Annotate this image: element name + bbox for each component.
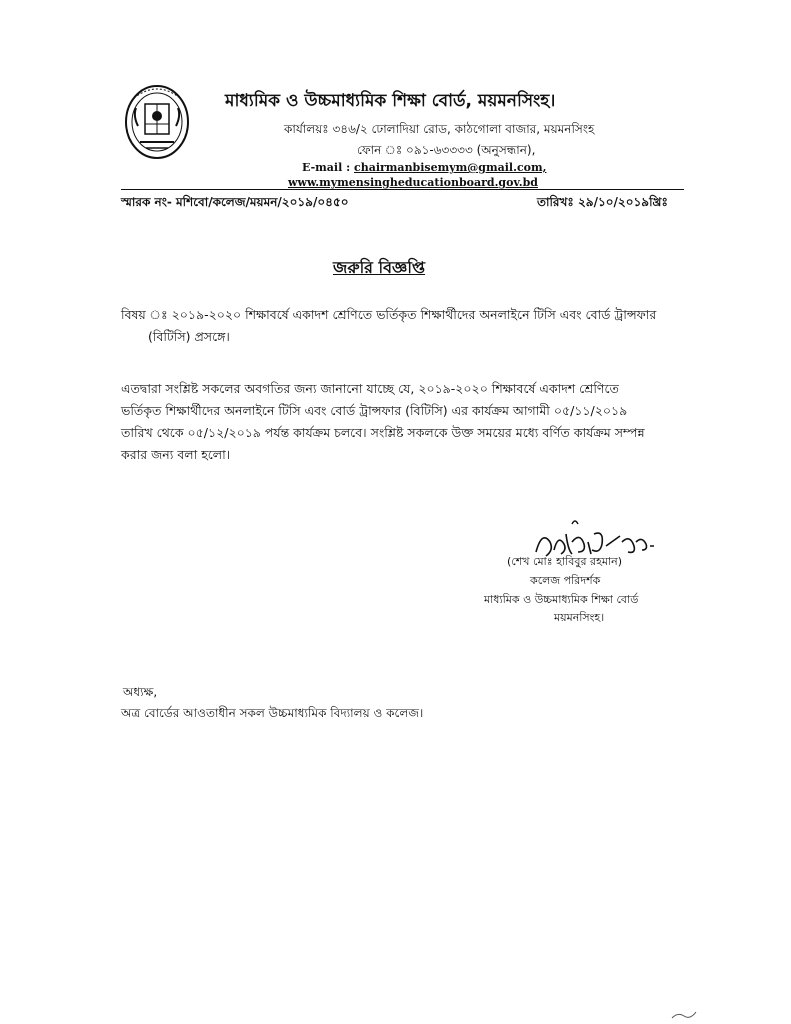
website-link[interactable]: www.mymensingheducationboard.gov.bd [288, 176, 538, 189]
subject-line: বিষয় ঃ ২০১৯-২০২০ শিক্ষাবর্ষে একাদশ শ্রেণিতে ভর্তিকৃত শিক্ষার্থীদের অনলাইনে টিসি এবং বোর্ড ট্রান্সফার [121, 307, 657, 322]
subject-line: (বিটিসি) প্রসঙ্গে। [148, 329, 230, 344]
header-divider [121, 189, 684, 190]
email-line [302, 161, 791, 174]
signatory-name: (শেখ মোঃ হাবিবুর রহমান) [507, 555, 622, 568]
signatory-designation: কলেজ পরিদর্শক [530, 574, 601, 587]
signatory-organization: মাধ্যমিক ও উচ্চমাধ্যমিক শিক্ষা বোর্ড [484, 593, 639, 606]
notice-body [121, 378, 681, 466]
recipient-text: অত্র বোর্ডের আওতাধীন সকল উচ্চমাধ্যমিক বিদ্যালয় ও কলেজ। [121, 706, 424, 720]
memo-number: স্মারক নং- মশিবো/কলেজ/ময়মন/২০১৯/০৪৫০ [121, 195, 349, 209]
board-seal-logo [122, 82, 192, 162]
recipient-title: অধ্যক্ষ, [123, 685, 158, 699]
email-label: E-mail : [302, 161, 354, 174]
issue-date: তারিখঃ ২৯/১০/২০১৯খ্রিঃ [537, 195, 668, 209]
subject [121, 304, 681, 348]
body-line: তারিখ থেকে ০৫/১২/২০১৯ পর্যন্ত কার্যক্রম চলবে। সংশ্লিষ্ট সকলকে উক্ত সময়ের মধ্যে বর্ণিত কার্যক্রম সম্পন্ন [121, 425, 645, 440]
signatory-city: ময়মনসিংহ। [554, 611, 605, 624]
email-address[interactable]: chairmanbisemym@gmail.com, [354, 161, 547, 174]
scan-mark [670, 1010, 700, 1020]
notice-title: জরুরি বিজ্ঞপ্তি [333, 258, 426, 277]
phone-number: ফোন ঃ ০৯১-৬৩৩৩৩ (অনুসন্ধান), [357, 143, 536, 157]
body-line: করার জন্য বলা হলো। [121, 447, 231, 462]
office-address: কার্যালয়ঃ ৩৪৬/২ ঢোলাদিয়া রোড, কাঠগোলা বাজার, ময়মনসিংহ [284, 122, 595, 136]
board-name: মাধ্যমিক ও উচ্চমাধ্যমিক শিক্ষা বোর্ড, ময়মনসিংহ। [225, 91, 556, 111]
body-line: ভর্তিকৃত শিক্ষার্থীদের অনলাইনে টিসি এবং বোর্ড ট্রান্সফার (বিটিসি) এর কার্যক্রম আগামী ০৫/১১/২০১৯ [121, 403, 628, 418]
body-line: এতদ্বারা সংশ্লিষ্ট সকলের অবগতির জন্য জানানো যাচ্ছে যে, ২০১৯-২০২০ শিক্ষাবর্ষে একাদশ শ্রেণিতে [121, 381, 619, 396]
